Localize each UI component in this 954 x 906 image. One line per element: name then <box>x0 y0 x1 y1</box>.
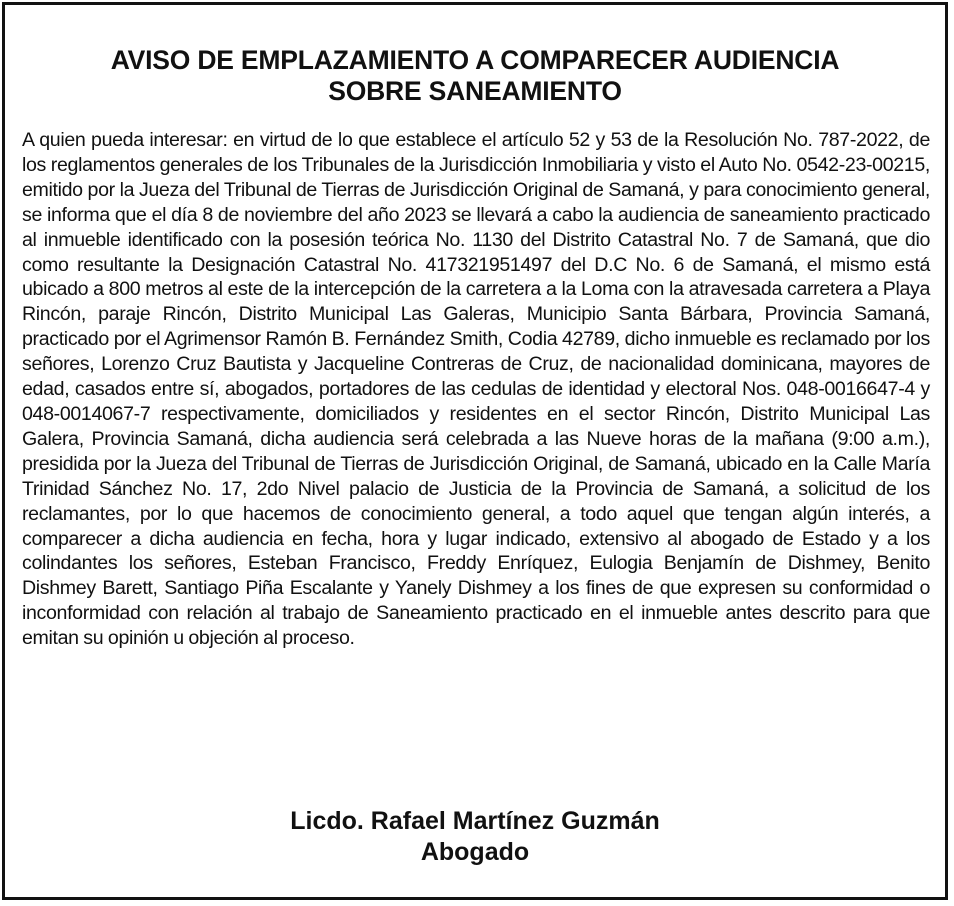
notice-body: A quien pueda interesar: en virtud de lo que establece el artículo 52 y 53 de la Resolución No. 787-2022, de los reglamentos generales de los Tribunales de la Jurisdicción Inmobiliaria y visto el Auto No. 0542-23-00215, emitido por la Jueza del Tribunal de Tierras de Jurisdicción Original de Samaná, y para conocimiento general, se informa que el día 8 de noviembre del año 2023 se llevará a cabo la audiencia de saneamiento practicado al inmueble identificado con la posesión teórica No. 1130 del Distrito Catastral No. 7 de Samaná, que dio como resultante la Designación Catastral No. 417321951497 del D.C No. 6 de Samaná, el mismo está ubicado a 800 metros al este de la intercepción de la carretera a la Loma con la atravesada carretera a Playa Rincón, paraje Rincón, Distrito Municipal Las Galeras, Municipio Santa Bárbara, Provincia Samaná, practicado por el Agrimensor Ramón B. Fernández Smith, Codia 42789, dicho inmueble es reclamado por los señores, Lorenzo Cruz Bautista y Jacqueline Contreras de Cruz, de nacionalidad dominicana, mayores de edad, casados entre sí, abogados, portadores de las cedulas de identidad y electoral Nos. 048-0016647-4 y 048-0014067-7 respectivamente, domiciliados y residentes en el sector Rincón, Distrito Municipal Las Galera, Provincia Samaná, dicha audiencia será celebrada a las Nueve horas de la mañana (9:00 a.m.), presidida por la Jueza del Tribunal de Tierras de Jurisdicción Original, de Samaná, ubicado en la Calle María Trinidad Sánchez No. 17, 2do Nivel palacio de Justicia de la Provincia de Samaná, a solicitud de los reclamantes, por lo que hacemos de conocimiento general, a todo aquel que tengan algún interés, a comparecer a dicha audiencia en fecha, hora y lugar indicado, extensivo al abogado de Estado y a los colindantes los señores, Esteban Francisco, Freddy Enríquez, Eulogia Benjamín de Dishmey, Benito Dishmey Barett, Santiago Piña Escalante y Yanely Dishmey a los fines de que expresen su conformidad o inconformidad con relación al trabajo de Saneamiento practicado en el inmueble antes descrito para que emitan su opinión u objeción al proceso. <box>22 129 930 650</box>
notice-title-line-2: SOBRE SANEAMIENTO <box>328 76 622 106</box>
signature-title: Abogado <box>420 838 530 866</box>
signature-name: Licdo. Rafael Martínez Guzmán <box>290 807 660 835</box>
legal-notice <box>2 2 948 900</box>
notice-title-line-1: AVISO DE EMPLAZAMIENTO A COMPARECER AUDIENCIA <box>110 45 840 75</box>
signature-block <box>5 806 945 868</box>
notice-title <box>5 45 945 107</box>
